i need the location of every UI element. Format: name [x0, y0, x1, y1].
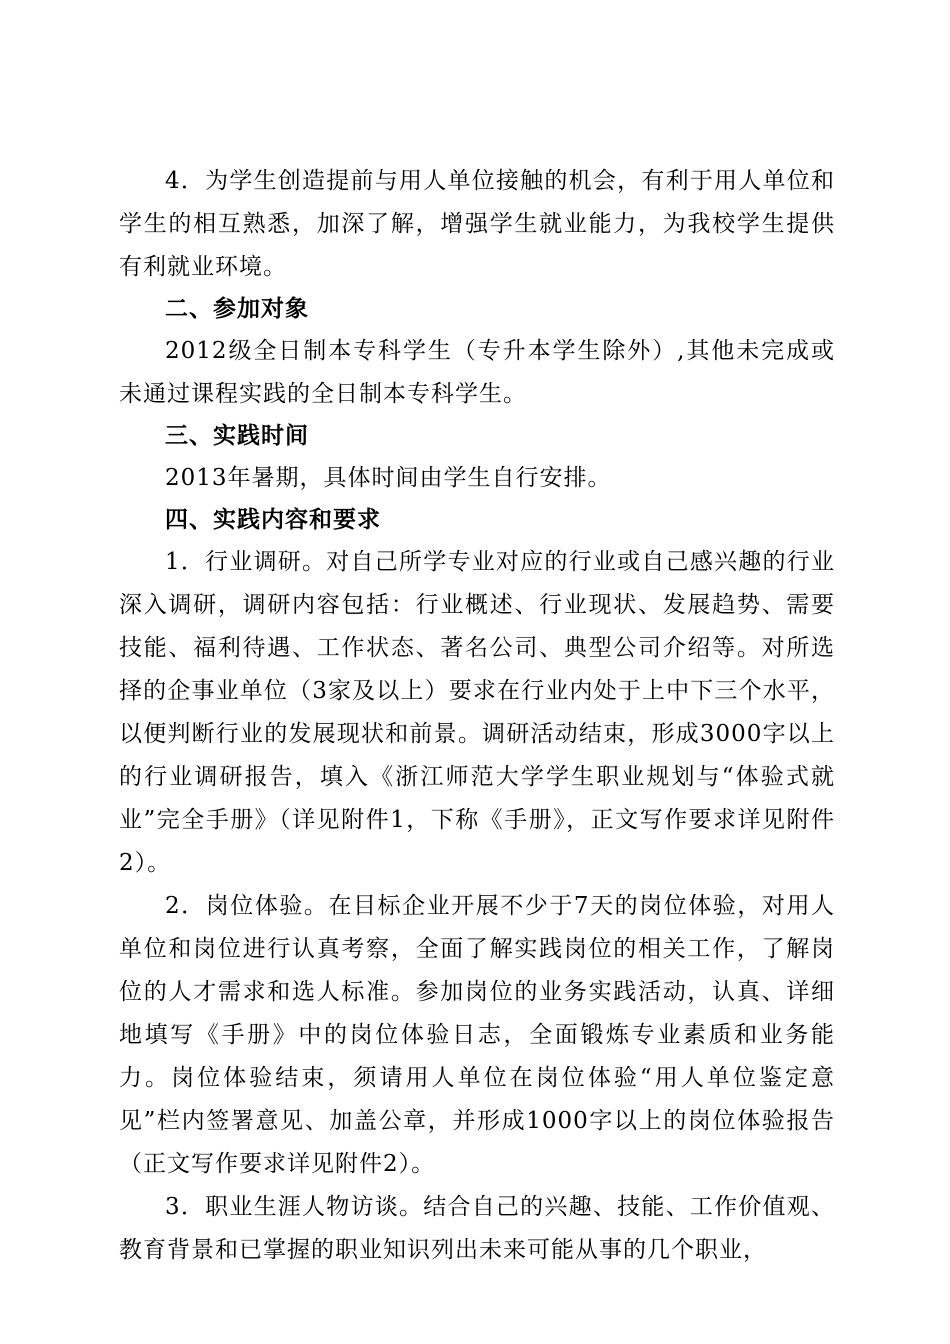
paragraph-job-experience: 2．岗位体验。在目标企业开展不少于7天的岗位体验，对用人单位和岗位进行认真考察，全面了解实践岗位的相关工作，了解岗位的人才需求和选人标准。参加岗位的业务实践活动，认真、详细地填写《手册》中的岗位体验日志，全面锻炼专业素质和业务能力。岗位体验结束，须请用人单位在岗位体验“用人单位鉴定意见”栏内签署意见、加盖公章，并形成1000字以上的岗位体验报告（正文写作要求详见附件2）。 — [119, 893, 835, 1177]
document-body — [119, 160, 835, 1272]
section-heading-content-requirements: 四、实践内容和要求 — [165, 507, 381, 533]
paragraph-item-4-intro: 4．为学生创造提前与用人单位接触的机会，有利于用人单位和学生的相互熟悉，加深了解，增强学生就业能力，为我校学生提供有利就业环境。 — [119, 168, 835, 280]
paragraph-industry-research: 1．行业调研。对自己所学专业对应的行业或自己感兴趣的行业深入调研，调研内容包括：行业概述、行业现状、发展趋势、需要技能、福利待遇、工作状态、著名公司、典型公司介绍等。对所选择的企事业单位（3家及以上）要求在行业内处于上中下三个水平，以便判断行业的发展现状和前景。调研活动结束，形成3000字以上的行业调研报告，填入《浙江师范大学学生职业规划与“体验式就业”完全手册》（详见附件1，下称《手册》，正文写作要求详见附件2）。 — [119, 549, 835, 876]
paragraph-career-interview: 3．职业生涯人物访谈。结合自己的兴趣、技能、工作价值观、教育背景和已掌握的职业知识列出未来可能从事的几个职业， — [119, 1194, 835, 1263]
section-heading-participants: 二、参加对象 — [165, 296, 309, 322]
paragraph-participants: 2012级全日制本专科学生（专升本学生除外）,其他未完成或未通过课程实践的全日制本专科学生。 — [119, 338, 835, 407]
paragraph-time: 2013年暑期，具体时间由学生自行安排。 — [165, 465, 612, 491]
section-heading-time: 三、实践时间 — [165, 423, 309, 449]
